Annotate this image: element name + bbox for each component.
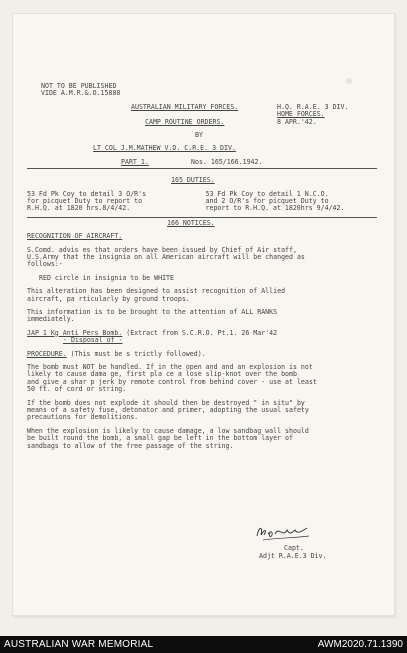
order-numbers: Nos. 165/166.1942. (191, 157, 263, 166)
home-forces: HOME FORCES. (277, 110, 325, 119)
footer-accession-id: AWM2020.71.1390 (317, 639, 403, 650)
footer-institution: AUSTRALIAN WAR MEMORIAL (4, 639, 154, 650)
duties-right: 53 Fd Pk Coy to detail 1 N.C.O. and 2 O/R's for picquet Duty to report to R.H.Q. at 1820hrs 9/4/42. (205, 189, 345, 213)
hq-title: H.Q. R.A.E. 3 DIV. (277, 102, 349, 111)
duties-heading: 165 DUTIES. (171, 176, 215, 185)
not-published: NOT TO BE PUBLISHED (41, 82, 117, 90)
jap-bomb-extract: (Extract from S.C.R.O. Pt.1. 26 Mar'42 (122, 328, 278, 337)
orders-title: CAMP ROUTINE ORDERS. (145, 117, 225, 126)
footer-bar (0, 636, 407, 653)
destroy-para: If the bomb does not explode it should then be destroyed " in situ" by means of a safety fuse, detonator and primer, adopting the usual safety precautions for demolitions. (27, 398, 309, 422)
duties-columns (27, 191, 377, 213)
alteration-para: This alteration has been designed to assist recognition of Allied aircraft, pa rticularly by ground troops. (27, 287, 286, 303)
signature-role: Adjt R.A.E.3 Div. (259, 552, 327, 560)
info-para: This information is to be brought to the attention of ALL RANKS immediately. (27, 307, 278, 324)
signature-rank: Capt. (284, 544, 304, 552)
sandbag-para: When the explosion is likely to cause damage, a low sandbag wall should be built round the bomb, a small gap be left in the bottom layer of sandbags to allow of the free passage of the string. (27, 426, 309, 450)
by-label: BY (195, 130, 203, 139)
procedure-title: PROCEDURE. (27, 349, 67, 358)
jap-bomb-title: JAP 1 Kg Anti Pers Bomb. (27, 328, 123, 337)
disposal-label: - Disposal of - (63, 336, 123, 345)
divider (27, 168, 377, 169)
recognition-para: S.Comd. advis es that orders have been issued by Chief of Air staff, U.S.Army that the insignia on all American aircraft will be changed as follows:- (27, 245, 305, 269)
part-label: PART 1. (121, 157, 149, 166)
order-date: 8 APR.'42. (277, 117, 317, 126)
divider (27, 217, 377, 218)
procedure-note: (This must be s trictly followed). (66, 349, 206, 358)
document-body (27, 83, 377, 450)
duties-left: 53 Fd Pk Coy to detail 3 O/R's for picquet Duty to report to R.H.Q. at 1820 hrs.8/4/42. (27, 189, 147, 213)
red-circle-line: RED circle in insignia to be WHITE (39, 273, 174, 282)
handling-para: The bomb must NOT be handled. If in the open and and an explosion is not likely to cause dama ge, first pla ce a lose slip-knot over the bomb and give a shar p jerk by remote control from behind cover - use at least 50 ft. of cord or string. (27, 362, 317, 394)
officer-name: LT COL J.M.MATHEW V.D. C.R.E. 3 DIV. (93, 144, 236, 153)
notices-heading: 166 NOTICES. (167, 218, 215, 227)
recognition-title: RECOGNITION OF AIRCRAFT. (27, 232, 123, 241)
org-title: AUSTRALIAN MILITARY FORCES. (131, 102, 239, 111)
vide-ref: VIDE A.M.R.&.O.15888 (41, 89, 121, 98)
signature-block (259, 544, 327, 560)
handwritten-signature (253, 522, 313, 544)
